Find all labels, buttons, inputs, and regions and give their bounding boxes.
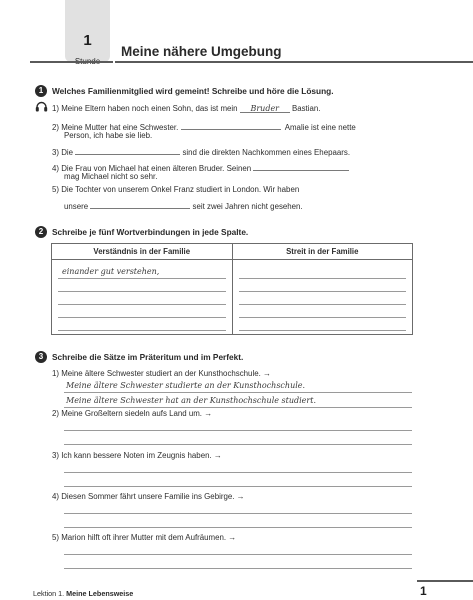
task3-number: 3 — [35, 351, 47, 363]
task1-item1-answer-field[interactable] — [240, 104, 290, 113]
answer-line — [58, 330, 226, 331]
task3-item5: 5) Marion hilft oft ihrer Mutter mit dem Aufräumen. → — [52, 533, 237, 542]
lesson-tab — [65, 0, 110, 62]
answer-line — [58, 291, 226, 292]
task1-item3-suffix: sind die direkten Nachkommen eines Ehepaars. — [182, 148, 351, 157]
task3-heading: Schreibe die Sätze im Präteritum und im Perfekt. — [52, 352, 244, 362]
headphones-icon[interactable] — [35, 101, 48, 112]
task3-answer-line[interactable] — [64, 472, 412, 473]
answer-line — [239, 304, 407, 305]
task1-item5-cont — [64, 200, 303, 211]
answer-line — [58, 278, 226, 279]
task1-item2-part1: 2) Meine Mutter hat eine Schwester. — [52, 123, 179, 132]
task3-answer1b: Meine ältere Schwester hat an der Kunsthochschule studiert. — [66, 396, 316, 405]
col-header-conflict: Streit in der Familie — [232, 244, 413, 260]
task3-answer-line[interactable] — [64, 527, 412, 528]
task1-item1 — [52, 104, 320, 113]
answer-line — [58, 304, 226, 305]
task1-number: 1 — [35, 85, 47, 97]
header-rule-right — [115, 61, 473, 63]
footer-lesson — [33, 589, 133, 598]
page-title: Meine nähere Umgebung — [121, 44, 282, 59]
family-table — [51, 243, 413, 335]
task1-item1-suffix: Bastian. — [291, 104, 321, 113]
task1-item1-prefix: 1) Meine Eltern haben noch einen Sohn, das ist mein — [52, 104, 238, 113]
conflict-column[interactable] — [232, 260, 413, 335]
task3-answer-line[interactable] — [64, 513, 412, 514]
task3-answer-line[interactable] — [64, 486, 412, 487]
answer-line — [239, 278, 407, 279]
answer-line — [239, 330, 407, 331]
task1-item5-suffix: seit zwei Jahren nicht gesehen. — [192, 202, 303, 211]
task1-item3 — [52, 146, 350, 157]
task1-item2-part2: Amalie ist eine nette — [284, 123, 356, 132]
task3-item1: 1) Meine ältere Schwester studiert an der Kunsthochschule. → — [52, 369, 271, 378]
page-number: 1 — [420, 584, 427, 598]
task3-answer-line[interactable] — [64, 430, 412, 431]
task1-item4-cont: mag Michael nicht so sehr. — [64, 172, 158, 181]
task1-heading: Welches Familienmitglied wird gemeint! Schreibe und höre die Lösung. — [52, 86, 334, 96]
answer-line — [239, 291, 407, 292]
task3-item3: 3) Ich kann bessere Noten im Zeugnis haben. → — [52, 451, 222, 460]
footer-lesson-title: Meine Lebensweise — [66, 589, 134, 598]
task3-answer-line[interactable] — [64, 444, 412, 445]
understanding-example: einander gut verstehen, — [62, 267, 160, 276]
header-rule-left — [30, 61, 113, 63]
task3-item4: 4) Diesen Sommer fährt unsere Familie ins Gebirge. → — [52, 492, 245, 501]
task1-item4-part1: 4) Die Frau von Michael hat einen älteren Bruder. Seinen — [52, 164, 252, 173]
task1-item5-prefix: unsere — [64, 202, 89, 211]
task1-item2-cont: Person, ich habe sie lieb. — [64, 131, 153, 140]
task1-item3-blank[interactable] — [75, 146, 180, 155]
task3-answer-line[interactable] — [64, 392, 412, 393]
task3-answer1a: Meine ältere Schwester studierte an der Kunsthochschule. — [66, 381, 306, 390]
answer-line — [239, 317, 407, 318]
task1-item4-blank[interactable] — [253, 162, 349, 171]
task2-number: 2 — [35, 226, 47, 238]
task1-item2-blank[interactable] — [181, 121, 281, 130]
task2-heading: Schreibe je fünf Wortverbindungen in jede Spalte. — [52, 227, 249, 237]
lesson-number: 1 — [83, 32, 92, 49]
footer-rule — [417, 580, 473, 582]
task3-answer-line[interactable] — [64, 568, 412, 569]
task3-answer-line[interactable] — [64, 554, 412, 555]
task3-answer-line[interactable] — [64, 407, 412, 408]
answer-line — [58, 317, 226, 318]
col-header-understanding: Verständnis in der Familie — [52, 244, 233, 260]
understanding-column[interactable] — [52, 260, 233, 335]
task1-item1-answer: Bruder — [250, 104, 280, 113]
footer-lesson-prefix: Lektion 1. — [33, 589, 65, 598]
task1-item3-prefix: 3) Die — [52, 148, 74, 157]
task3-item2: 2) Meine Großeltern siedeln aufs Land um. → — [52, 409, 213, 418]
task1-item5: 5) Die Tochter von unserem Onkel Franz studiert in London. Wir haben — [52, 185, 300, 194]
task1-item5-blank[interactable] — [90, 200, 190, 209]
